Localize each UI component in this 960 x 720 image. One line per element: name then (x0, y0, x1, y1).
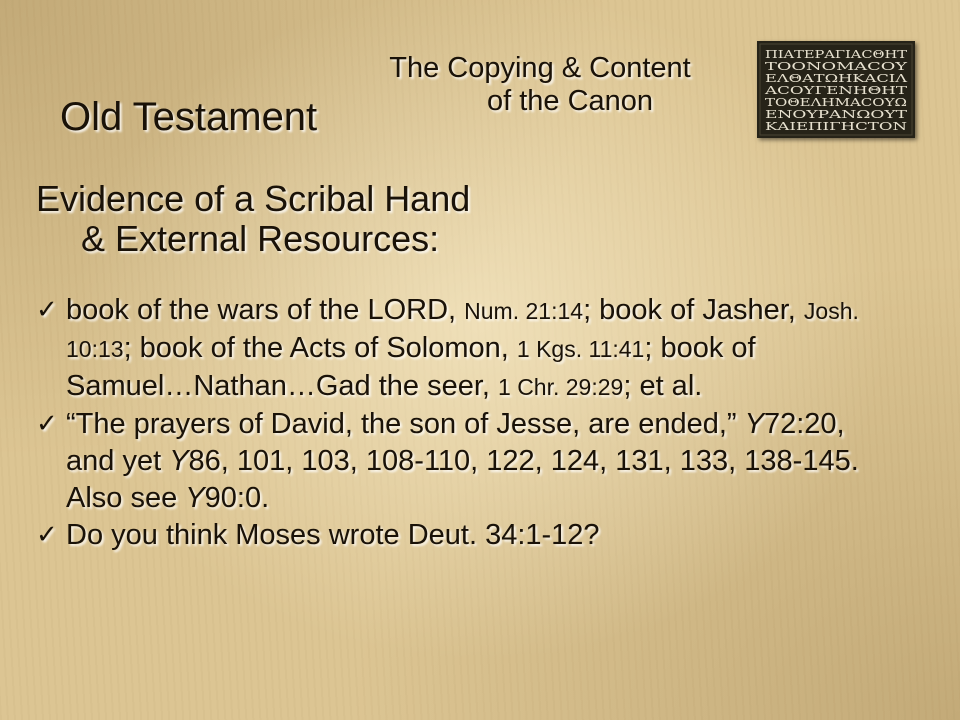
manuscript-line: ΤΟΟΝΟΜΑCΟΥ (765, 60, 909, 73)
bullet-text-run: ; book of Samuel…Nathan…Gad the seer, (66, 332, 756, 402)
psalm-symbol: Y (744, 408, 764, 440)
scripture-reference: 1 Chr. 29:29 (498, 374, 624, 400)
heading-line-2: & External Resources: (81, 218, 440, 259)
bullet-text (66, 408, 859, 514)
bullet-text-run: 72:20, and yet (66, 408, 845, 477)
psalm-symbol: Y (169, 445, 189, 477)
checkmark-icon: ✓ (36, 520, 58, 550)
checkmark-icon: ✓ (36, 409, 58, 439)
subtitle-line-1: The Copying & Content (389, 52, 691, 84)
presentation-subtitle (330, 52, 750, 118)
bullet-text-run: Do you think Moses wrote Deut. 34:1-12? (66, 519, 600, 551)
bullet-list (36, 292, 866, 554)
section-title: Old Testament (60, 95, 318, 139)
bullet-text-run: “The prayers of David, the son of Jesse, are ended,” (66, 408, 745, 440)
bullet-item (36, 406, 866, 517)
subtitle-line-2: of the Canon (486, 85, 654, 117)
manuscript-text-graphic (757, 41, 915, 138)
bullet-item (36, 517, 866, 554)
manuscript-line: ΠΙΑΤΕΡΑΓΙΑCΘΗΤ (765, 48, 908, 61)
manuscript-line: ΕΝΟΥΡΑΝΩΟΥΤ (765, 108, 909, 121)
greek-manuscript-image (757, 41, 915, 138)
scripture-reference: Josh. 10:13 (66, 298, 859, 362)
bullet-text-run: book of the wars of the LORD, (66, 294, 465, 326)
scripture-reference: Num. 21:14 (464, 298, 584, 324)
bullet-text-run: ; book of Jasher, (583, 294, 804, 326)
scripture-reference: 1 Kgs. 11:41 (516, 336, 645, 362)
bullet-text (66, 519, 600, 551)
psalm-symbol: Y (185, 482, 205, 514)
bullet-text-run: 86, 101, 103, 108-110, 122, 124, 131, 133, 138-145. Also see (66, 445, 859, 514)
bullet-text-run: ; book of the Acts of Solomon, (123, 332, 517, 364)
bullet-text (66, 294, 859, 402)
manuscript-line: ΤΟΘΕΛΗΜΑCΟΥΩ (765, 96, 907, 109)
bullet-text-run: 90:0. (204, 482, 270, 514)
manuscript-line: ΕΛΘΑΤΩΗΚΑCΙΛ (765, 72, 909, 85)
manuscript-line: ΑCΟΥΓΕΝΗΘΗΤ (763, 84, 909, 97)
bullet-item (36, 292, 866, 406)
slide-heading (36, 179, 470, 259)
heading-line-1: Evidence of a Scribal Hand (36, 178, 471, 219)
bullet-text-run: ; et al. (623, 370, 703, 402)
checkmark-icon: ✓ (36, 295, 58, 325)
manuscript-line: ΚΑΙΕΠΙΓΗCΤΟΝ (765, 120, 908, 133)
